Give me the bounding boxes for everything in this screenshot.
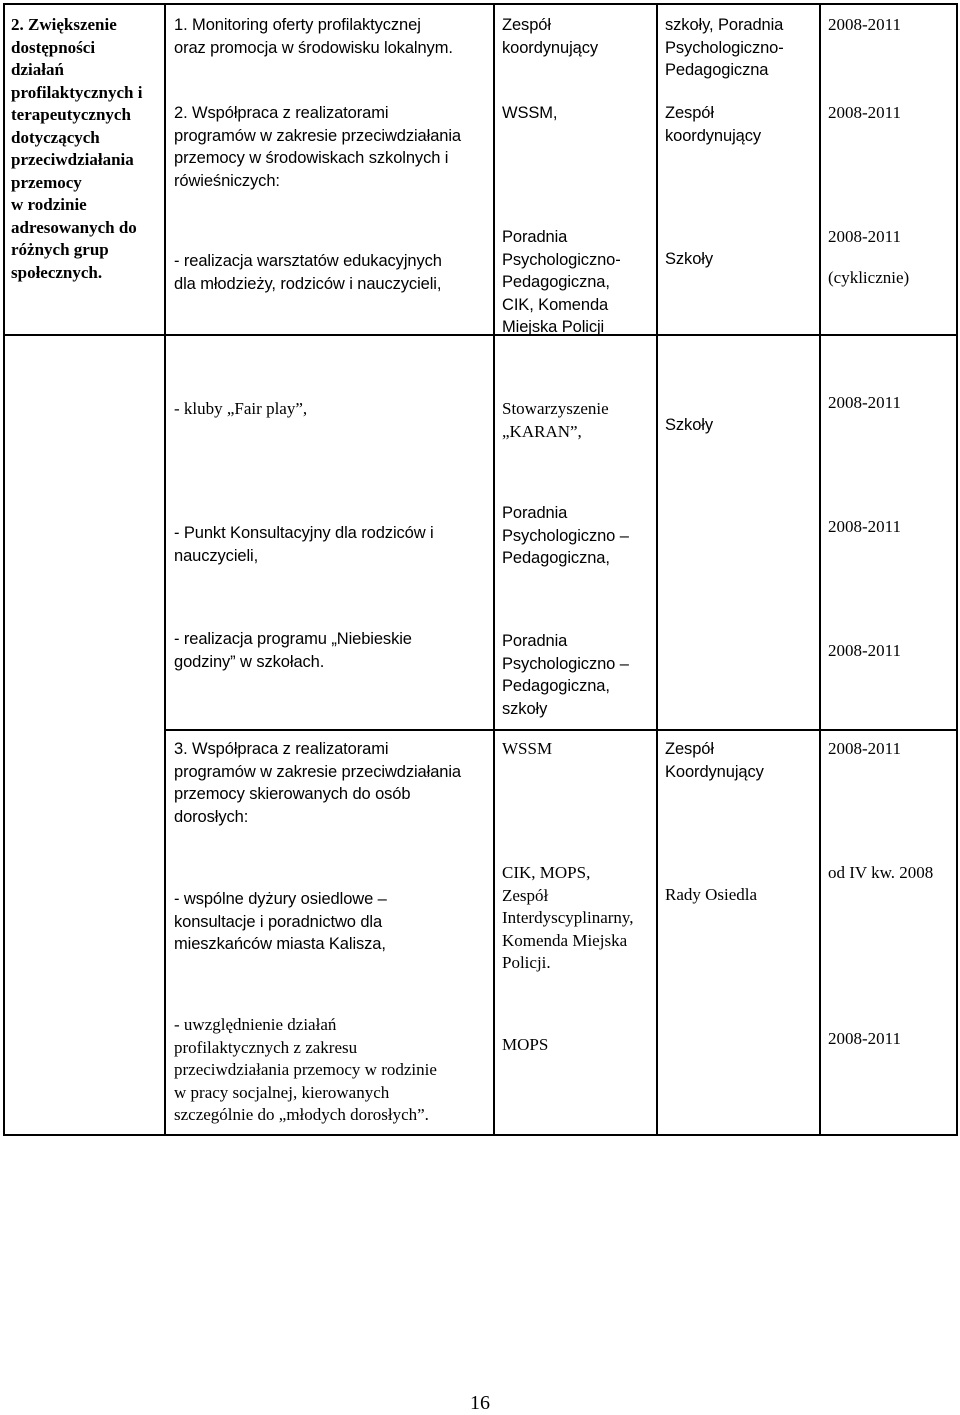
term-cell: 2008-2011 [828, 103, 902, 122]
term-note: (cyklicznie) [828, 268, 910, 287]
executor-cell: Stowarzyszenie „KARAN”, [502, 399, 609, 441]
table-border-top [3, 3, 958, 5]
executor-cell: WSSM, [502, 104, 558, 122]
col-divider-3 [656, 3, 658, 1136]
col-divider-4 [819, 3, 821, 1136]
term-cell: 2008-2011 [828, 393, 902, 412]
task-cell: - realizacja programu „Niebieskie godziny” w szkołach. [174, 630, 412, 671]
term-cell: 2008-2011 [828, 517, 902, 536]
executor-cell: Poradnia Psychologiczno- Pedagogiczna, CIK, Komenda Miejska Policji [502, 228, 621, 336]
task-cell: - Punkt Konsultacyjny dla rodziców i nauczycieli, [174, 524, 434, 565]
objective-cell: 2. Zwiększenie dostępności działań profilaktycznych i terapeutycznych dotyczących przeciwdziałania przemocy w rodzinie adresowanych do różnych grup społecznych. [11, 15, 143, 282]
task-cell: 1. Monitoring oferty profilaktycznej oraz promocja w środowisku lokalnym. [174, 16, 453, 57]
term-cell: 2008-2011 [828, 739, 902, 758]
partners-cell: Zespół koordynujący [665, 104, 762, 145]
col-divider-1 [164, 3, 166, 1136]
task-cell: - kluby „Fair play”, [174, 399, 308, 418]
partners-cell: Zespół Koordynujący [665, 740, 764, 781]
executor-cell: WSSM [502, 739, 553, 758]
partners-cell: Rady Osiedla [665, 885, 758, 904]
term-cell: od IV kw. 2008 [828, 863, 934, 882]
row-divider-2 [164, 729, 958, 731]
partners-cell: szkoły, Poradnia Psychologiczno- Pedagogiczna [665, 16, 784, 79]
executor-cell: Poradnia Psychologiczno – Pedagogiczna, [502, 504, 629, 567]
term-cell: 2008-2011 [828, 227, 902, 246]
executor-cell: MOPS [502, 1035, 549, 1054]
partners-cell: Szkoły [665, 416, 713, 434]
partners-cell: Szkoły [665, 250, 713, 268]
table-border-right [956, 3, 958, 1136]
term-cell: 2008-2011 [828, 1029, 902, 1048]
executor-cell: CIK, MOPS, Zespół Interdyscyplinarny, Komenda Miejska Policji. [502, 863, 634, 972]
task-cell: - realizacja warsztatów edukacyjnych dla młodzieży, rodziców i nauczycieli, [174, 252, 442, 293]
row-divider-1 [3, 334, 958, 336]
executor-cell: Poradnia Psychologiczno – Pedagogiczna, szkoły [502, 632, 629, 718]
task-cell: 3. Współpraca z realizatorami programów w zakresie przeciwdziałania przemocy skierowanych do osób dorosłych: [174, 740, 462, 826]
col-divider-2 [493, 3, 495, 1136]
executor-cell: Zespół koordynujący [502, 16, 599, 57]
term-cell: 2008-2011 [828, 15, 902, 34]
table-border-left [3, 3, 5, 1136]
table-border-bottom [3, 1134, 958, 1136]
term-cell: 2008-2011 [828, 641, 902, 660]
task-cell: - wspólne dyżury osiedlowe – konsultacje i poradnictwo dla mieszkańców miasta Kalisza, [174, 890, 387, 953]
task-cell: - uwzględnienie działań profilaktycznych z zakresu przeciwdziałania przemocy w rodzinie w pracy socjalnej, kierowanych szczególnie do „młodych dorosłych”. [174, 1015, 437, 1124]
page-number: 16 [470, 1392, 490, 1414]
task-cell: 2. Współpraca z realizatorami programów w zakresie przeciwdziałania przemocy w środowiskach szkolnych i rówieśniczych: [174, 104, 462, 190]
